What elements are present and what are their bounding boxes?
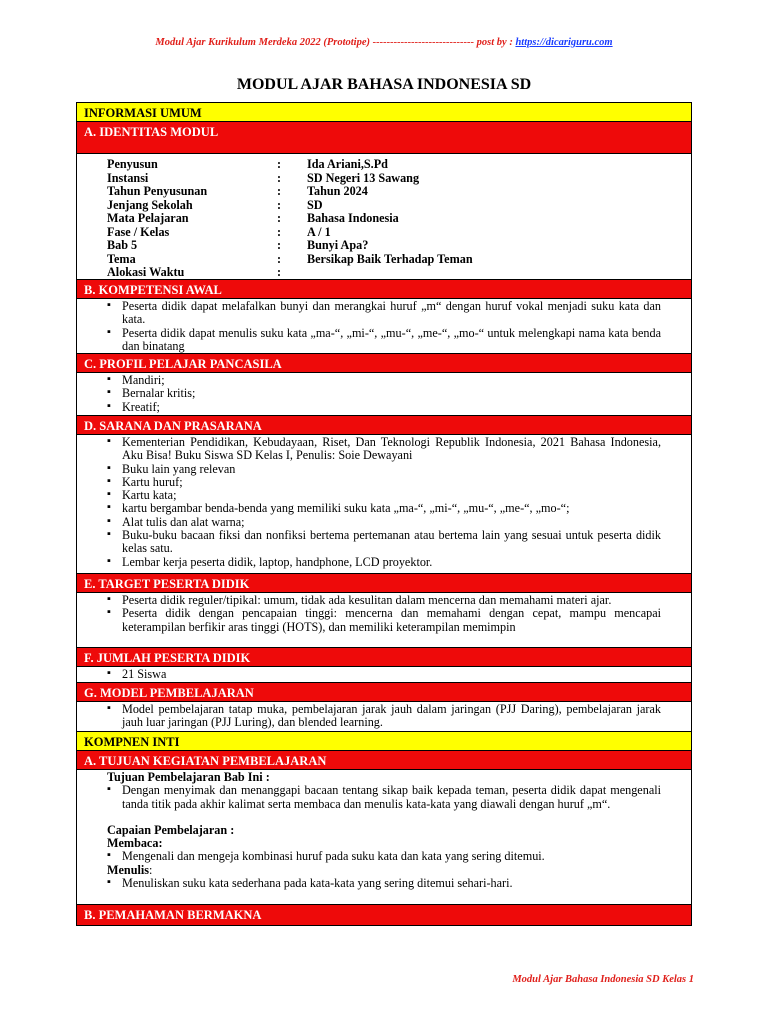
list-item: ▪ Peserta didik dapat menulis suku kata „ma-“, „mi-“, „mu-“, „me-“, „mo-“ untuk melengkapi nama kata benda dan binatang	[107, 327, 661, 354]
identitas-key: Bab 5	[107, 238, 138, 252]
identitas-key: Fase / Kelas	[107, 224, 170, 239]
identitas-value: Bahasa Indonesia	[307, 211, 399, 225]
menulis-subheading	[107, 864, 661, 877]
target-section	[77, 593, 691, 648]
list-item: ▪ Peserta didik dengan pencapaian tinggi: mencerna dan memahami dengan cepat, mampu mencapai keterampilan berfikir aras tinggi (HOTS), dan memiliki keterampilan memimpin	[107, 607, 661, 634]
profil-section	[77, 373, 691, 416]
kompetensi-section	[77, 299, 691, 354]
identitas-row	[107, 172, 661, 186]
header-link[interactable]: https://dicariguru.com	[515, 37, 613, 48]
komponen-inti-heading: KOMPNEN INTI	[77, 732, 691, 751]
list-item: ▪ Mandiri;	[107, 374, 661, 387]
identitas-row	[107, 212, 661, 226]
tujuan-heading: A. TUJUAN KEGIATAN PEMBELAJARAN	[77, 751, 691, 770]
identitas-row	[107, 239, 661, 253]
menulis-label: Menulis	[107, 862, 149, 877]
identitas-row	[107, 185, 661, 199]
identitas-value: SD Negeri 13 Sawang	[307, 170, 420, 185]
identitas-row	[107, 199, 661, 213]
sarana-heading: D. SARANA DAN PRASARANA	[77, 416, 691, 435]
identitas-colon: :	[277, 265, 282, 279]
identitas-colon: :	[277, 238, 282, 252]
header-text: Modul Ajar Kurikulum Merdeka 2022 (Prototipe) ----------------------------- post by :	[155, 37, 516, 48]
identitas-heading: A. IDENTITAS MODUL	[77, 122, 691, 154]
list-item: ▪ Peserta didik dapat melafalkan bunyi dan merangkai huruf „m“ dengan huruf vokal menjadi suku kata dan kata.	[107, 300, 661, 327]
target-heading: E. TARGET PESERTA DIDIK	[77, 574, 691, 593]
identitas-key: Tema	[107, 251, 136, 266]
tujuan-subheading: Tujuan Pembelajaran Bab Ini :	[107, 770, 270, 784]
identitas-key: Penyusun	[107, 157, 158, 171]
list-item: ▪ Kartu kata;	[107, 489, 661, 502]
identitas-colon: :	[277, 184, 282, 198]
identitas-value	[307, 266, 661, 280]
membaca-subheading: Membaca:	[107, 836, 163, 851]
list-item: ▪ Bernalar kritis;	[107, 387, 661, 400]
list-item: ▪ 21 Siswa	[107, 668, 661, 681]
identitas-value: Bersikap Baik Terhadap Teman	[307, 251, 473, 266]
model-heading: G. MODEL PEMBELAJARAN	[77, 683, 691, 702]
model-section	[77, 702, 691, 732]
jumlah-heading: F. JUMLAH PESERTA DIDIK	[77, 648, 691, 667]
identitas-value: SD	[307, 197, 323, 212]
identitas-key: Instansi	[107, 170, 149, 185]
spacer	[107, 811, 661, 824]
module-table	[76, 102, 692, 926]
pemahaman-heading: B. PEMAHAMAN BERMAKNA	[77, 905, 691, 925]
sarana-section	[77, 435, 691, 574]
identitas-row	[107, 158, 661, 172]
tujuan-section	[77, 770, 691, 905]
menulis-colon: :	[148, 862, 153, 877]
profil-heading: C. PROFIL PELAJAR PANCASILA	[77, 354, 691, 373]
list-item: ▪ Kartu huruf;	[107, 476, 661, 489]
document-title: MODUL AJAR BAHASA INDONESIA SD	[236, 76, 532, 93]
identitas-value: Ida Ariani,S.Pd	[307, 157, 388, 171]
page-footer: Modul Ajar Bahasa Indonesia SD Kelas 1	[512, 974, 694, 985]
identitas-row	[107, 266, 661, 280]
list-item: ▪ Kreatif;	[107, 401, 661, 414]
identitas-colon: :	[277, 197, 282, 212]
identitas-key: Tahun Penyusunan	[107, 184, 208, 198]
page-header	[0, 37, 768, 48]
list-item: ▪ Peserta didik reguler/tipikal: umum, tidak ada kesulitan dalam mencerna dan memahami materi ajar.	[107, 594, 661, 607]
list-item: ▪ Lembar kerja peserta didik, laptop, handphone, LCD proyektor.	[107, 556, 661, 569]
list-item: ▪ Model pembelajaran tatap muka, pembelajaran jarak jauh dalam jaringan (PJJ Daring), pembelajaran jarak jauh luar jaringan (PJJ Luring), dan blended learning.	[107, 703, 661, 730]
list-item: ▪ Buku-buku bacaan fiksi dan nonfiksi bertema pertemanan atau bertema lain yang sesuai untuk peserta didik kelas satu.	[107, 529, 661, 556]
identitas-value: Tahun 2024	[307, 184, 368, 198]
informasi-umum-heading: INFORMASI UMUM	[77, 103, 691, 122]
list-item: ▪ Dengan menyimak dan menanggapi bacaan tentang sikap baik kepada teman, peserta didik dapat mengenali tanda titik pada akhir kalimat serta membaca dan menulis kata-kata yang diawali dengan huruf „m“.	[107, 784, 661, 811]
kompetensi-heading: B. KOMPETENSI AWAL	[77, 280, 691, 299]
identitas-key: Mata Pelajaran	[107, 211, 189, 225]
identitas-value: A / 1	[307, 224, 331, 239]
list-item: ▪ Alat tulis dan alat warna;	[107, 516, 661, 529]
identitas-value: Bunyi Apa?	[307, 238, 369, 252]
identitas-row	[107, 226, 661, 240]
identitas-colon: :	[277, 251, 282, 266]
identitas-colon: :	[277, 224, 282, 239]
identitas-key: Jenjang Sekolah	[107, 197, 193, 212]
list-item: ▪ Kementerian Pendidikan, Kebudayaan, Riset, Dan Teknologi Republik Indonesia, 2021 Bahasa Indonesia, Aku Bisa! Buku Siswa SD Kelas I, Penulis: Soie Dewayani	[107, 436, 661, 463]
identitas-row	[107, 253, 661, 267]
capaian-subheading: Capaian Pembelajaran :	[107, 822, 235, 837]
identitas-key: Alokasi Waktu	[107, 265, 185, 279]
list-item: ▪ Mengenali dan mengeja kombinasi huruf pada suku kata dan kata yang sering ditemui.	[107, 850, 661, 863]
identitas-colon: :	[277, 170, 282, 185]
jumlah-section	[77, 667, 691, 683]
identitas-colon: :	[277, 211, 282, 225]
identitas-colon: :	[277, 157, 282, 171]
list-item: ▪ kartu bergambar benda-benda yang memiliki suku kata „ma-“, „mi-“, „mu-“, „me-“, „mo-“;	[107, 502, 661, 515]
list-item: ▪ Menuliskan suku kata sederhana pada kata-kata yang sering ditemui sehari-hari.	[107, 877, 661, 890]
identitas-section	[77, 154, 691, 280]
list-item: ▪ Buku lain yang relevan	[107, 463, 661, 476]
